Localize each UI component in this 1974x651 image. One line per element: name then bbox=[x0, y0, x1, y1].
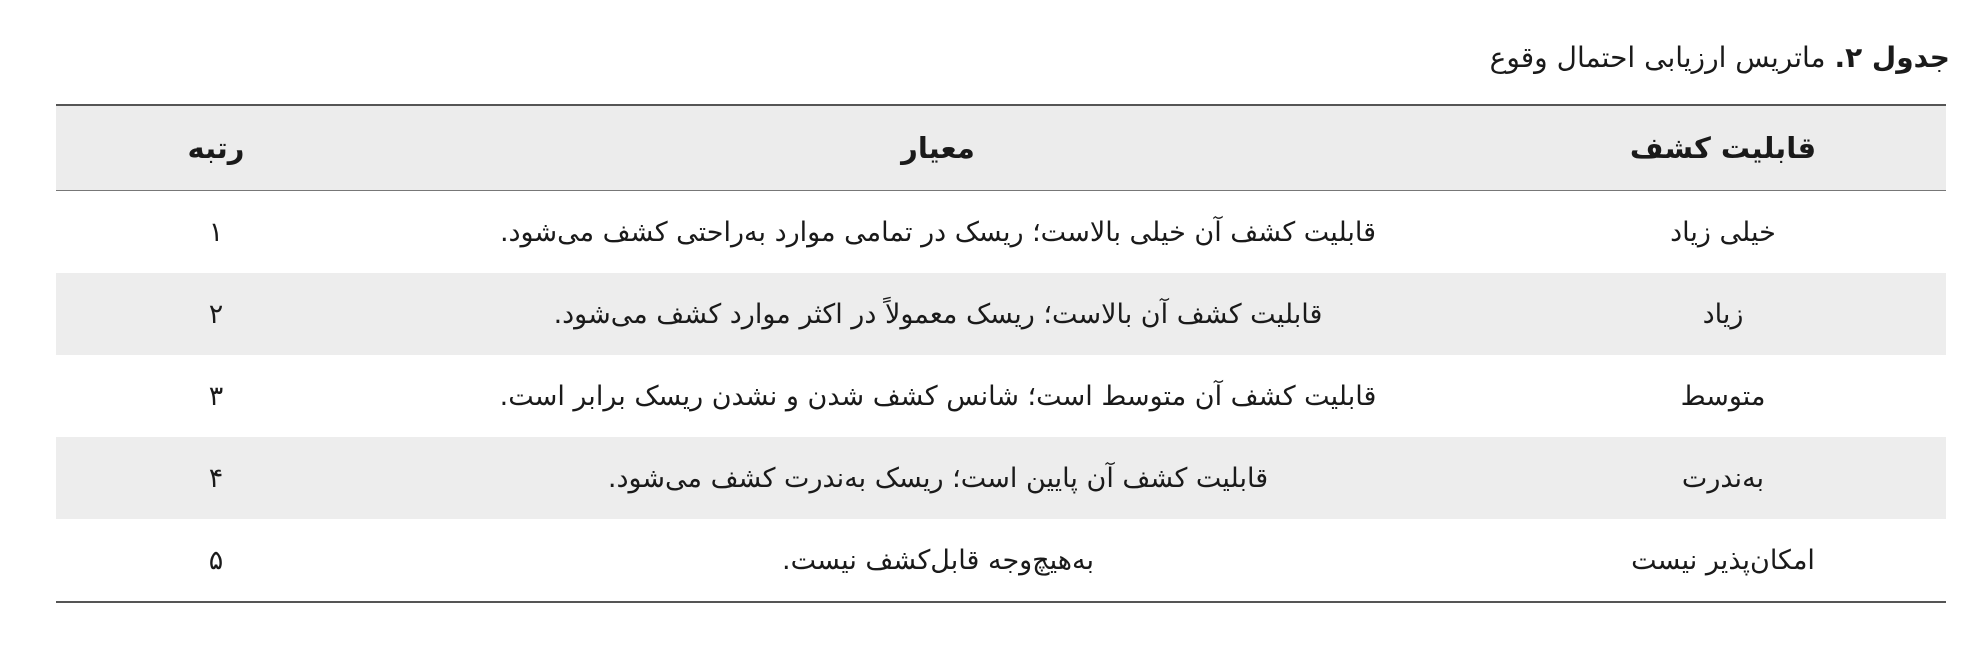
caption-label: جدول ۲. bbox=[1834, 41, 1950, 74]
header-rank: رتبه bbox=[56, 105, 376, 191]
assessment-table-container bbox=[56, 104, 1946, 603]
cell-criterion: قابلیت کشف آن متوسط است؛ شانس کشف شدن و نشدن ریسک برابر است. bbox=[499, 380, 1377, 412]
caption-text: ماتریس ارزیابی احتمال وقوع bbox=[1489, 41, 1835, 74]
cell-rank: ۳ bbox=[208, 380, 224, 412]
cell-criterion: قابلیت کشف آن خیلی بالاست؛ ریسک در تمامی موارد به‌راحتی کشف می‌شود. bbox=[499, 216, 1377, 248]
header-row bbox=[56, 105, 1946, 191]
detection-matrix-table bbox=[56, 104, 1946, 603]
cell-rank: ۲ bbox=[208, 298, 224, 330]
cell-capability: متوسط bbox=[1680, 380, 1766, 412]
table-body bbox=[56, 191, 1946, 603]
cell-criterion: قابلیت کشف آن پایین است؛ ریسک به‌ندرت کشف می‌شود. bbox=[607, 462, 1269, 494]
table-row bbox=[56, 437, 1946, 519]
cell-capability: زیاد bbox=[1702, 298, 1744, 330]
table-row bbox=[56, 355, 1946, 437]
table-row bbox=[56, 273, 1946, 355]
cell-rank: ۵ bbox=[56, 519, 376, 602]
cell-rank: ۴ bbox=[208, 462, 224, 494]
cell-rank: ۱ bbox=[208, 216, 224, 248]
table-row bbox=[56, 191, 1946, 274]
header-capability: قابلیت کشف bbox=[1500, 105, 1946, 191]
cell-capability: خیلی زیاد bbox=[1670, 216, 1776, 248]
cell-criterion: به‌هیچ‌وجه قابل‌کشف نیست. bbox=[376, 519, 1500, 602]
table-header bbox=[56, 105, 1946, 191]
table-row bbox=[56, 519, 1946, 602]
cell-capability: امکان‌پذیر نیست bbox=[1500, 519, 1946, 602]
header-criterion: معیار bbox=[376, 105, 1500, 191]
cell-capability: به‌ندرت bbox=[1681, 462, 1765, 494]
cell-criterion: قابلیت کشف آن بالاست؛ ریسک معمولاً در اکثر موارد کشف می‌شود. bbox=[553, 298, 1323, 330]
table-caption bbox=[1490, 38, 1950, 78]
